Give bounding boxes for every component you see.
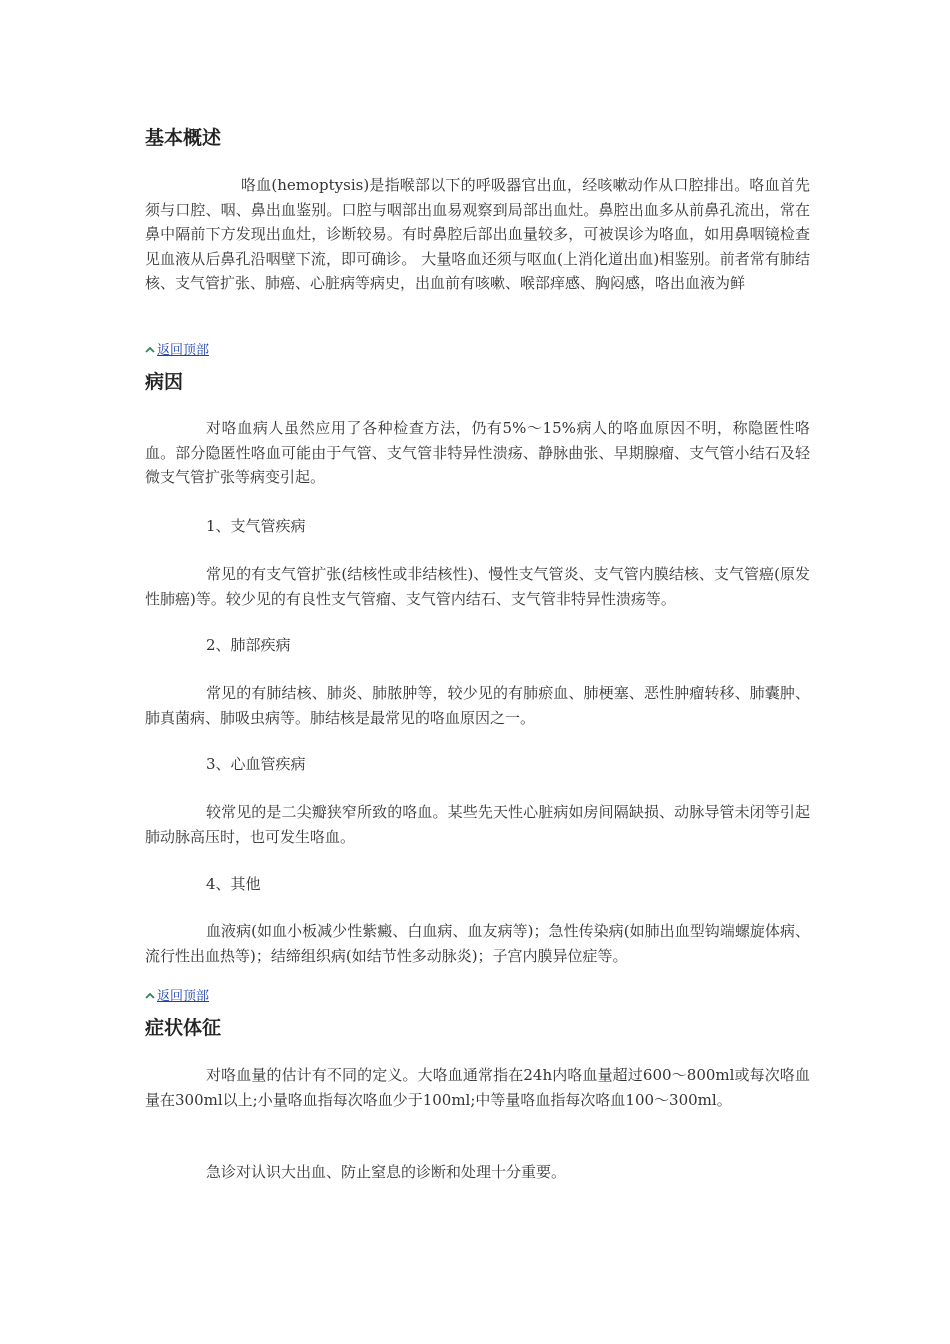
- cause-intro-paragraph: 对咯血病人虽然应用了各种检查方法，仍有5%～15%病人的咯血原因不明，称隐匿性咯血。部分隐匿性咯血可能由于气管、支气管非特异性溃疡、静脉曲张、早期腺瘤、支气管小结石及轻微支气管扩张等病变引起。: [145, 419, 810, 486]
- section-title-overview: 基本概述: [145, 127, 222, 149]
- cause-item-heading: 2、肺部疾病: [206, 636, 291, 654]
- symptoms-paragraph-1: 对咯血量的估计有不同的定义。大咯血通常指在24h内咯血量超过600～800ml或每次咯血量在300ml以上;小量咯血指每次咯血少于100ml;中等量咯血指每次咯血100～300ml。: [145, 1066, 810, 1109]
- cause-item-heading: 1、支气管疾病: [206, 517, 306, 535]
- back-to-top-link-1[interactable]: [145, 342, 209, 361]
- back-to-top-link-2[interactable]: [145, 988, 209, 1007]
- back-to-top-label[interactable]: 返回顶部: [157, 343, 210, 358]
- back-to-top-label[interactable]: 返回顶部: [157, 989, 210, 1004]
- section-title-cause: 病因: [145, 371, 184, 393]
- chevron-up-icon: [145, 988, 155, 1006]
- cause-item-text: 较常见的是二尖瓣狭窄所致的咯血。某些先天性心脏病如房间隔缺损、动脉导管未闭等引起肺动脉高压时，也可发生咯血。: [145, 803, 810, 846]
- section-title-symptoms: 症状体征: [145, 1017, 222, 1039]
- overview-paragraph: 咯血(hemoptysis)是指喉部以下的呼吸器官出血，经咳嗽动作从口腔排出。咯血首先须与口腔、咽、鼻出血鉴别。口腔与咽部出血易观察到局部出血灶。鼻腔出血多从前鼻孔流出，常在鼻中隔前下方发现出血灶，诊断较易。有时鼻腔后部出血量较多，可被误诊为咯血，如用鼻咽镜检查见血液从后鼻孔沿咽壁下流，即可确诊。 大量咯血还须与呕血(上消化道出血)相鉴别。前者常有肺结核、支气管扩张、肺癌、心脏病等病史，出血前有咳嗽、喉部痒感、胸闷感，咯出血液为鲜: [145, 176, 810, 292]
- chevron-up-icon: [145, 342, 155, 360]
- cause-item-text: 常见的有肺结核、肺炎、肺脓肿等，较少见的有肺瘀血、肺梗塞、恶性肿瘤转移、肺囊肿、肺真菌病、肺吸虫病等。肺结核是最常见的咯血原因之一。: [145, 684, 810, 727]
- cause-item-text: 常见的有支气管扩张(结核性或非结核性)、慢性支气管炎、支气管内膜结核、支气管癌(原发性肺癌)等。较少见的有良性支气管瘤、支气管内结石、支气管非特异性溃疡等。: [145, 565, 810, 608]
- cause-item-heading: 4、其他: [206, 875, 261, 893]
- symptoms-paragraph-2: 急诊对认识大出血、防止窒息的诊断和处理十分重要。: [206, 1163, 567, 1181]
- cause-item-text: 血液病(如血小板减少性紫癜、白血病、血友病等)；急性传染病(如肺出血型钩端螺旋体病、流行性出血热等)；结缔组织病(如结节性多动脉炎)；子宫内膜异位症等。: [145, 922, 810, 965]
- cause-item-heading: 3、心血管疾病: [206, 755, 306, 773]
